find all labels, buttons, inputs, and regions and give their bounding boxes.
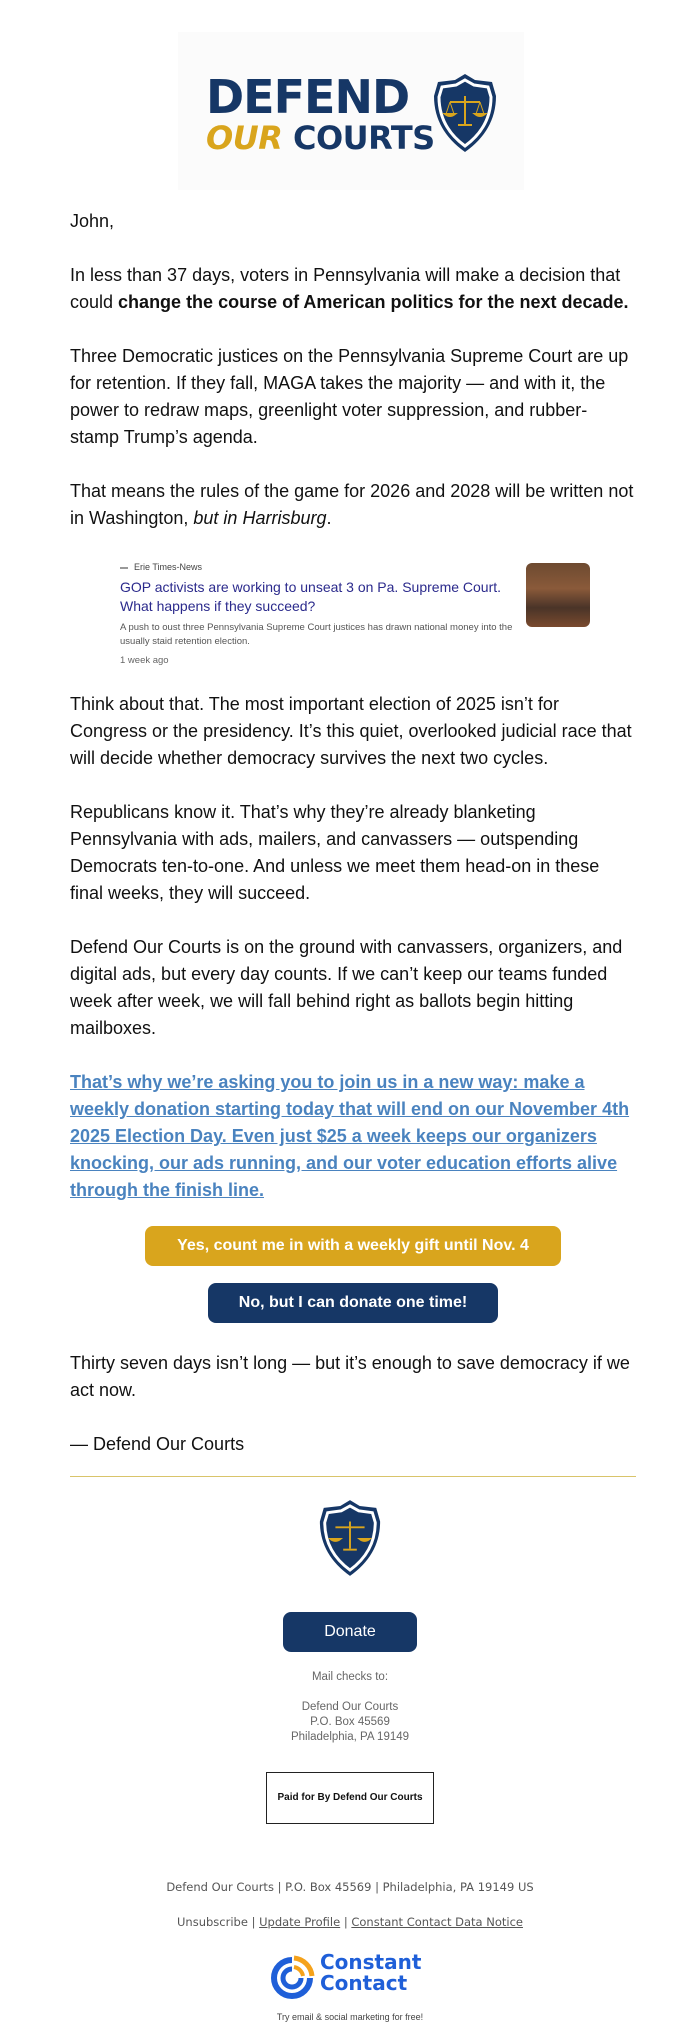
cc-line-1: Constant bbox=[320, 1950, 422, 1974]
address-line-1: Defend Our Courts bbox=[301, 1701, 399, 1713]
cc-tagline[interactable]: Try email & social marketing for free! bbox=[276, 2012, 424, 2022]
org-address-line: Defend Our Courts | P.O. Box 45569 | Philadelphia, PA 19149 US bbox=[166, 1880, 534, 1894]
paragraph-4: Think about that. The most important election of 2025 isn’t for Congress or the presidency. It’s this quiet, overlooked judicial race that will decide whether democracy survives the next two cycles. bbox=[70, 694, 632, 768]
data-notice-link[interactable]: Constant Contact Data Notice bbox=[351, 1915, 523, 1929]
news-headline[interactable]: GOP activists are working to unseat 3 on Pa. Supreme Court. What happens if they succeed? bbox=[120, 579, 502, 614]
address-line-2: P.O. Box 45569 bbox=[310, 1716, 390, 1728]
greeting: John, bbox=[70, 211, 115, 231]
weekly-donation-link[interactable]: That’s why we’re asking you to join us in a new way: make a weekly donation starting today that will end on our November 4th 2025 Election Day. Even just $25 a week keeps our organizers knocking, our ads running, and our voter education efforts alive through the finish line. bbox=[70, 1072, 630, 1200]
logo-our: OUR bbox=[206, 119, 283, 157]
paragraph-3-end: . bbox=[326, 508, 332, 528]
footer-links bbox=[0, 1915, 700, 1929]
mail-checks-label: Mail checks to: bbox=[311, 1671, 389, 1683]
mailing-address bbox=[0, 1700, 700, 1745]
donate-button[interactable]: Donate bbox=[283, 1612, 417, 1652]
weekly-gift-button[interactable]: Yes, count me in with a weekly gift until Nov. 4 bbox=[145, 1226, 561, 1266]
signoff: — Defend Our Courts bbox=[70, 1434, 245, 1454]
news-age: 1 week ago bbox=[120, 655, 169, 666]
news-source: Erie Times-News bbox=[134, 562, 203, 572]
shield-scales-icon bbox=[430, 72, 500, 154]
email-body bbox=[70, 208, 636, 1477]
cc-line-2: Contact bbox=[320, 1971, 408, 1995]
address-line-3: Philadelphia, PA 19149 bbox=[290, 1731, 410, 1743]
paragraph-6: Defend Our Courts is on the ground with canvassers, organizers, and digital ads, but every day counts. If we can’t keep our teams funded week after week, we will fall behind right as ballots begin hitting mailboxes. bbox=[70, 937, 623, 1038]
divider bbox=[70, 1476, 636, 1477]
news-article-card[interactable] bbox=[120, 559, 590, 669]
paragraph-1-text: In less than 37 days, voters in Pennsylvania will make a decision that could bbox=[70, 265, 621, 312]
defend-our-courts-logo[interactable] bbox=[178, 32, 524, 190]
separator: | bbox=[340, 1915, 352, 1929]
update-profile-link[interactable]: Update Profile bbox=[259, 1915, 341, 1929]
paragraph-1-bold: change the course of American politics for the next decade. bbox=[118, 292, 629, 312]
shield-scales-icon bbox=[316, 1496, 384, 1580]
one-time-donate-button[interactable]: No, but I can donate one time! bbox=[208, 1283, 498, 1323]
news-thumbnail bbox=[526, 563, 590, 627]
paragraph-7: Thirty seven days isn’t long — but it’s enough to save democracy if we act now. bbox=[70, 1353, 630, 1400]
paid-for-disclaimer: Paid for By Defend Our Courts bbox=[266, 1772, 434, 1824]
logo-courts: COURTS bbox=[292, 119, 435, 157]
paragraph-3-italic: but in Harrisburg bbox=[193, 508, 327, 528]
constant-contact-icon bbox=[268, 1954, 316, 2002]
news-description: A push to oust three Pennsylvania Supreme Court justices has drawn national money into the usually staid retention election. bbox=[120, 622, 513, 647]
paragraph-1 bbox=[70, 262, 636, 316]
source-icon bbox=[120, 567, 128, 569]
paragraph-3 bbox=[70, 478, 636, 532]
separator: | bbox=[247, 1915, 260, 1929]
constant-contact-logo[interactable] bbox=[268, 1952, 438, 2002]
paragraph-2: Three Democratic justices on the Pennsylvania Supreme Court are up for retention. If they fall, MAGA takes the majority — and with it, the power to redraw maps, greenlight voter suppression, and rubber-stamp Trump’s agenda. bbox=[70, 346, 629, 447]
paragraph-3-text: That means the rules of the game for 2026 and 2028 will be written not in Washington, bbox=[70, 481, 634, 528]
paragraph-5: Republicans know it. That’s why they’re already blanketing Pennsylvania with ads, mailers, and canvassers — outspending Democrats ten-to-one. And unless we meet them head-on in these final weeks, they will succeed. bbox=[70, 802, 600, 903]
logo-line-defend: DEFEND bbox=[206, 70, 410, 124]
unsubscribe-link[interactable]: Unsubscribe bbox=[177, 1915, 248, 1929]
